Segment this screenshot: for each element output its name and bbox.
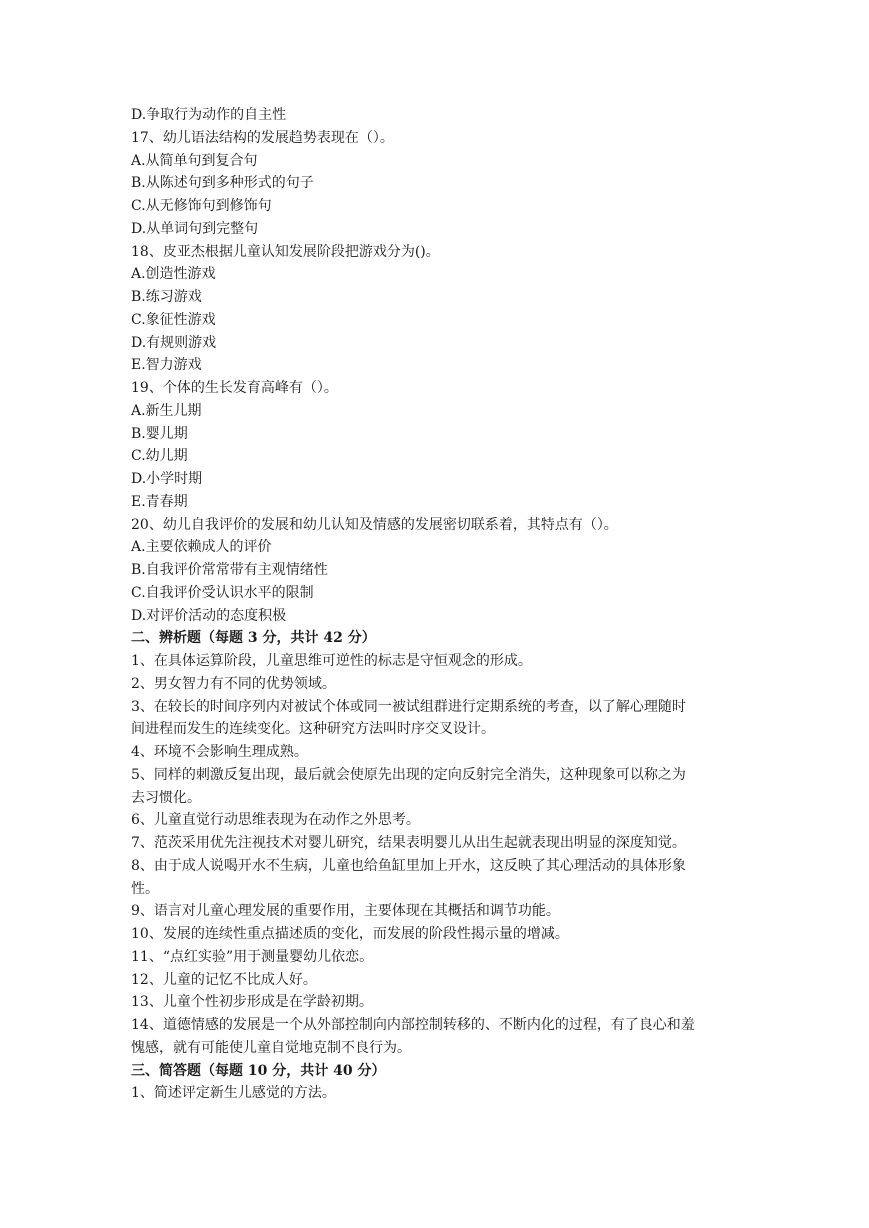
judgment-question-13: 13、儿童个性初步形成是在学龄初期。 [131, 994, 373, 1011]
judgment-question-7: 7、范茨采用优先注视技术对婴儿研究，结果表明婴儿从出生起就表现出明显的深度知觉。 [131, 835, 686, 851]
judgment-question-14-line-1: 14、道德情感的发展是一个从外部控制向内部控制转移的、不断内化的过程，有了良心和羞 [131, 1017, 695, 1033]
judgment-question-8-line-1: 8、由于成人说喝开水不生病，儿童也给鱼缸里加上开水，这反映了其心理活动的具体形象 [131, 857, 686, 874]
judgment-question-6: 6、儿童直觉行动思维表现为在动作之外思考。 [131, 812, 420, 829]
judgment-question-10: 10、发展的连续性重点描述质的变化，而发展的阶段性揭示量的增减。 [131, 926, 569, 942]
question-18: 18、皮亚杰根据儿童认知发展阶段把游戏分为()。 [131, 243, 440, 260]
judgment-question-3-line-1: 3、在较长的时间序列内对被试个体或同一被试组群进行定期系统的考查，以了解心理随时 [131, 698, 686, 715]
option-d-q20: D.对评价活动的态度积极 [131, 607, 287, 624]
judgment-question-3-line-2: 间进程而发生的连续变化。这种研究方法叫时序交叉设计。 [131, 721, 495, 738]
document-page [131, 104, 741, 1105]
option-a-q19: A.新生儿期 [131, 402, 202, 419]
option-b-q19: B.婴儿期 [131, 425, 188, 442]
option-c-q18: C.象征性游戏 [131, 311, 216, 328]
option-b-q17: B.从陈述句到多种形式的句子 [131, 175, 314, 192]
judgment-question-14-line-2: 愧感，就有可能使儿童自觉地克制不良行为。 [131, 1039, 411, 1056]
option-c-q20: C.自我评价受认识水平的限制 [131, 584, 314, 601]
option-d-q17: D.从单词句到完整句 [131, 220, 259, 237]
option-d-q18: D.有规则游戏 [131, 334, 217, 351]
judgment-question-1: 1、在具体运算阶段，儿童思维可逆性的标志是守恒观念的形成。 [131, 653, 532, 669]
short-answer-question-1: 1、简述评定新生儿感觉的方法。 [131, 1085, 336, 1102]
judgment-question-12: 12、儿童的记忆不比成人好。 [131, 971, 317, 988]
question-20: 20、幼儿自我评价的发展和幼儿认知及情感的发展密切联系着，其特点有（）。 [131, 516, 618, 533]
option-b-q20: B.自我评价常常带有主观情绪性 [131, 562, 328, 578]
option-e-q18: E.智力游戏 [131, 357, 202, 374]
question-17: 17、幼儿语法结构的发展趋势表现在（）。 [131, 129, 394, 146]
option-a-q20: A.主要依赖成人的评价 [131, 539, 272, 556]
option-b-q18: B.练习游戏 [131, 289, 202, 305]
option-c-q17: C.从无修饰句到修饰句 [131, 198, 272, 214]
judgment-question-5-line-2: 去习惯化。 [131, 789, 201, 806]
question-19: 19、个体的生长发育高峰有（）。 [131, 380, 338, 396]
judgment-question-8-line-2: 性。 [131, 880, 159, 897]
option-a-q17: A.从简单句到复合句 [131, 152, 258, 169]
option-d-q16: D.争取行为动作的自主性 [131, 107, 287, 123]
judgment-question-2: 2、男女智力有不同的优势领域。 [131, 675, 336, 692]
judgment-question-11: 11、“点红实验”用于测量婴幼儿依恋。 [131, 948, 374, 965]
judgment-question-4: 4、环境不会影响生理成熟。 [131, 744, 308, 760]
judgment-question-5-line-1: 5、同样的刺激反复出现，最后就会使原先出现的定向反射完全消失，这种现象可以称之为 [131, 766, 686, 783]
section-3-heading: 三、简答题（每题 10 分，共计 40 分） [131, 1062, 386, 1079]
judgment-question-9: 9、语言对儿童心理发展的重要作用，主要体现在其概括和调节功能。 [131, 903, 560, 920]
option-e-q19: E.青春期 [131, 493, 188, 510]
option-c-q19: C.幼儿期 [131, 448, 188, 465]
option-a-q18: A.创造性游戏 [131, 266, 216, 283]
section-2-heading: 二、辨析题（每题 3 分，共计 42 分） [131, 630, 376, 647]
option-d-q19: D.小学时期 [131, 471, 203, 487]
